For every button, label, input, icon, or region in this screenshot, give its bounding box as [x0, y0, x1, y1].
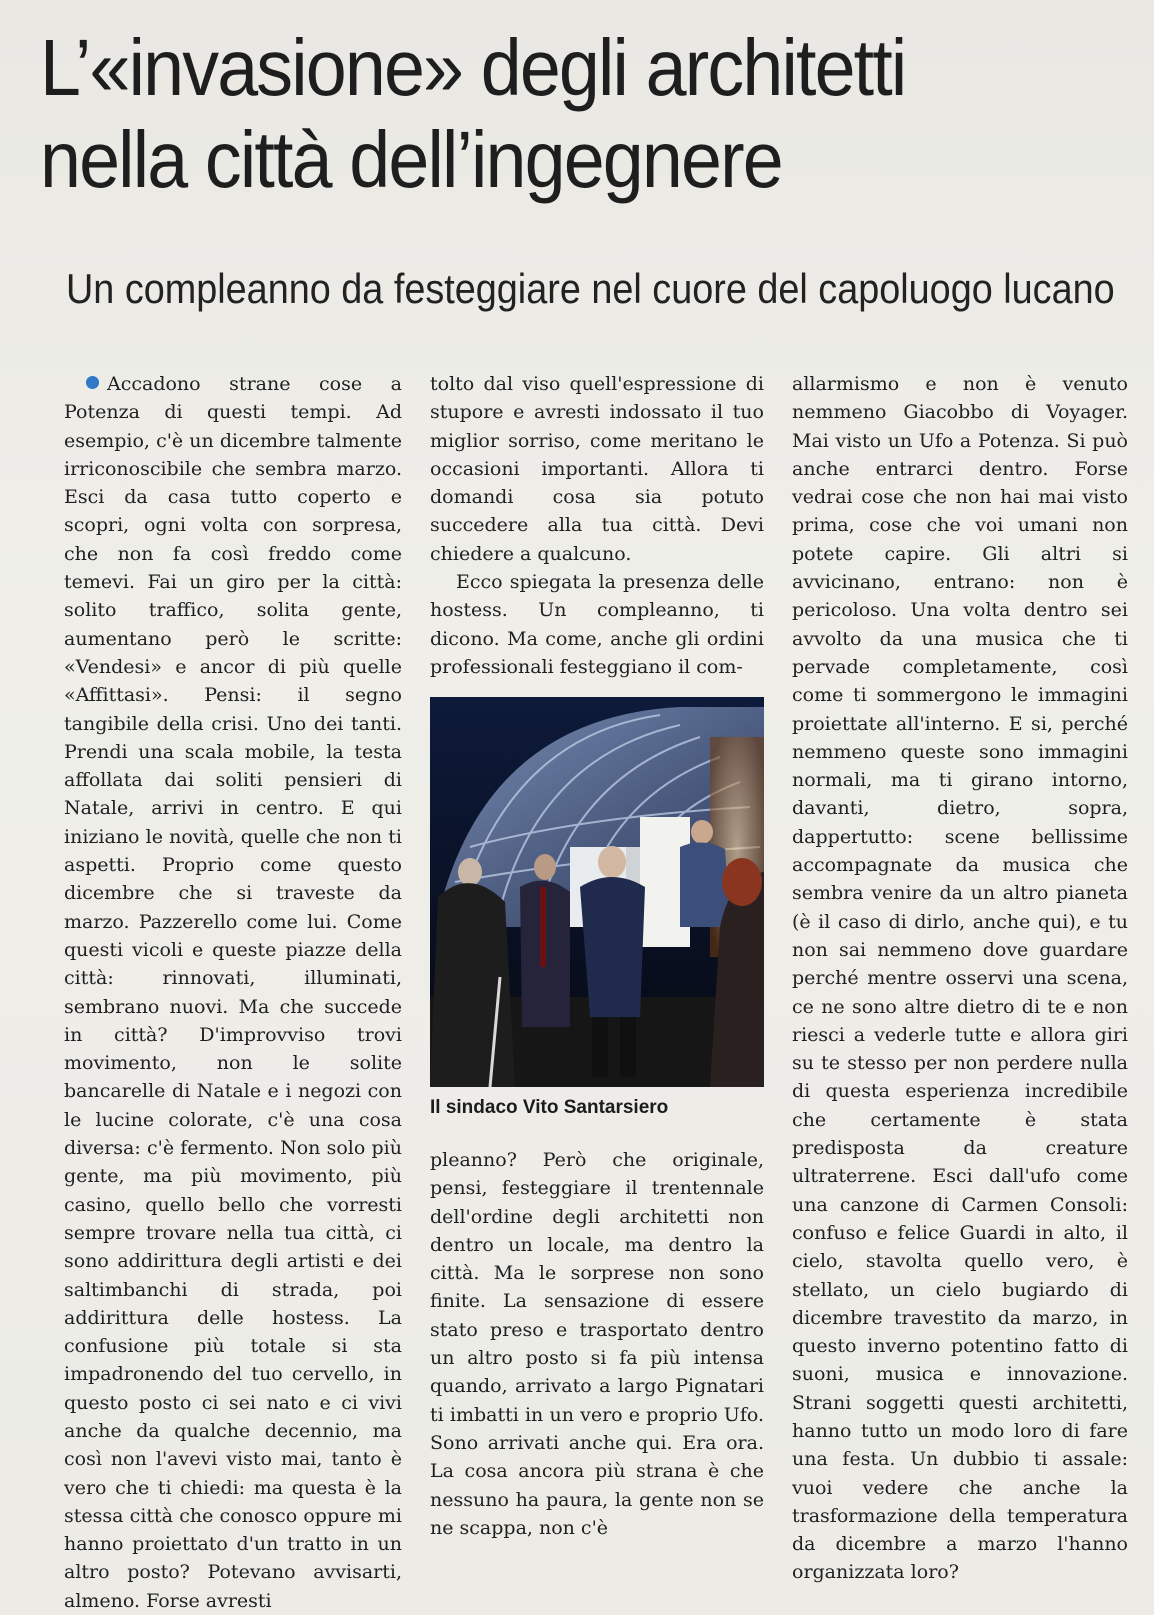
- column-2-paragraph-1: tolto dal viso quell'espressione di stupore e avresti indossato il tuo miglior sorriso, come meritano le occasioni importanti. Allora ti domandi cosa sia potuto succedere alla tua città. Devi chiedere a qualcuno.: [430, 373, 764, 565]
- headline-line-2: nella città dell’ingegnere: [40, 115, 782, 204]
- subheadline: Un compleanno da festeggiare nel cuore del capoluogo lucano: [66, 265, 1115, 312]
- headline-line-1: L’«invasione» degli architetti: [40, 23, 906, 112]
- column-2-paragraph-3: pleanno? Però che originale, pensi, festeggiare il trentennale dell'ordine degli architetti non dentro un locale, ma dentro la città. Ma le sorprese non sono finite. La sensazione di essere stato preso e trasportato dentro un altro posto si fa più intensa quando, arrivato a largo Pignatari ti imbatti in un vero e proprio Ufo. Sono arrivati anche qui. Era ora. La cosa ancora più strana è che nessuno ha paura, la gente non se ne scappa, non c'è: [430, 1149, 764, 1539]
- article-column-2-top: [430, 370, 764, 681]
- column-1-text: Accadono strane cose a Potenza di questi tempi. Ad esempio, c'è un dicembre talmente irriconoscibile che sembra marzo. Esci da casa tutto coperto e scopri, ogni volta con sorpresa, che non fa così freddo come temevi. Fai un giro per la città: solito traffico, solita gente, aumentano però le scritte: «Vendesi» e ancor di più quelle «Affittasi». Pensi: il segno tangibile della crisi. Uno dei tanti. Prendi una scala mobile, la testa affollata dai soliti pensieri di Natale, arrivi in centro. E qui iniziano le novità, quelle che non ti aspetti. Proprio come questo dicembre che si traveste da marzo. Pazzerello come lui. Come questi vicoli e queste piazze della città: rinnovati, illuminati, sembrano nuovi. Ma che succede in città? D'improvviso trovi movimento, non le solite bancarelle di Natale e i negozi con le lucine colorate, c'è una cosa diversa: c'è fermento. Non solo più gente, ma più movimento, più casino, quello bello che vorresti sempre trovare nella tua città, ci sono addirittura degli artisti e dei saltimbanchi di strada, poi addirittura delle hostess. La confusione più totale si sta impadronendo del tuo cervello, in questo posto ci sei nato e ci vivi anche da qualche decennio, ma così non l'avevi visto mai, tanto è vero che ti chiedi: ma questa è la stessa città che conosco oppure mi hanno proiettato d'un tratto in un altro posto? Potevano avvisarti, almeno. Forse avresti: [64, 373, 402, 1612]
- column-1-paragraph: [64, 370, 402, 1615]
- headline: [40, 22, 1043, 206]
- article-column-3: [792, 370, 1128, 1587]
- article-column-2-bottom: [430, 1146, 764, 1542]
- column-3-paragraph: allarmismo e non è venuto nemmeno Giacobbo di Voyager. Mai visto un Ufo a Potenza. Si può anche entrarci dentro. Forse vedrai cose che non hai mai visto prima, cose che voi umani non potete capire. Gli altri si avvicinano, entrano: non è pericoloso. Una volta dentro sei avvolto da una musica che ti pervade completamente, così come ti sommergono le immagini proiettate all'interno. E si, perché nemmeno queste sono immagini normali, ma ti girano intorno, davanti, dietro, sopra, dappertutto: scene bellissime accompagnate da musica che sembra venire da un altro pianeta (è il caso di dirlo, anche qui), e tu non sai nemmeno dove guardare perché mentre osservi una scena, ce ne sono altre dietro di te e non riesci a vederle tutte e allora giri su te stesso per non perdere nulla di questa esperienza incredibile che certamente è stata predisposta da creature ultraterrene. Esci dall'ufo come una canzone di Carmen Consoli: confuso e felice Guardi in alto, il cielo, stavolta quello vero, è stellato, un cielo bugiardo di dicembre travestito da marzo, in questo inverno potentino fatto di suoni, musica e innovazione. Strani soggetti questi architetti, hanno tutto un modo loro di fare una festa. Un dubbio ti assale: vuoi vedere che anche la trasformazione della temperatura da dicembre a marzo l'hanno organizzata loro?: [792, 373, 1128, 1584]
- photo-caption: Il sindaco Vito Santarsiero: [430, 1097, 669, 1118]
- column-2-paragraph-2: Ecco spiegata la presenza delle hostess. Un compleanno, ti dicono. Ma come, anche gli ordini professionali festeggiano il com-: [430, 571, 764, 678]
- article-column-1: [64, 370, 402, 1615]
- bullet-dot-icon: [86, 376, 99, 389]
- article-photo: [430, 697, 764, 1087]
- mayor-photo-illustration: [430, 697, 764, 1087]
